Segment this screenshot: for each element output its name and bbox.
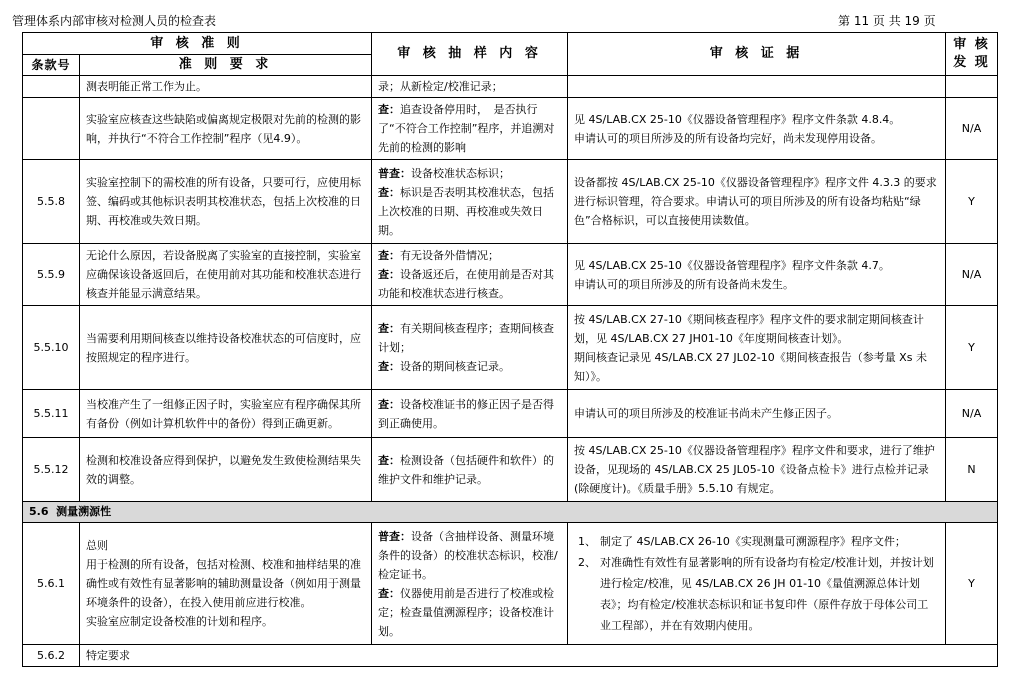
sampling-text: 设备的期间核查记录。 — [400, 360, 511, 373]
evidence-line: 见 4S/LAB.CX 25-10《仪器设备管理程序》程序文件条款 4.8.4。 — [574, 112, 901, 126]
evidence-cell: 按 4S/LAB.CX 25-10《仪器设备管理程序》程序文件和要求，进行了维护设备，见现场的 4S/LAB.CX 25 JL05-10《设备点检卡》进行点检并记录(除硬度计)。《质量手册》5.5.10 有规定。 — [568, 438, 946, 502]
requirement-tail: 实验室应制定设备校准的计划和程序。 — [86, 615, 273, 628]
clause-cell: 5.5.12 — [23, 438, 80, 502]
sampling-text: 设备校准状态标识； — [411, 166, 511, 180]
requirement-cell: 实验室应核查这些缺陷或偏离规定极限对先前的检测的影响，并执行“不符合工作控制”程序（见4.9）。 — [80, 98, 372, 160]
requirement-cell: 无论什么原因，若设备脱离了实验室的直接控制，实验室应确保该设备返回后，在使用前对其功能和校准状态进行核查并能显示满意结果。 — [80, 244, 372, 306]
evidence-cell — [568, 523, 946, 645]
section-number: 5.6 — [29, 505, 49, 518]
sampling-text: 标识是否表明其校准状态，包括上次校准的日期、再校准或失效日期。 — [378, 185, 555, 237]
sampling-keyword: 查： — [378, 360, 401, 373]
finding-cell: Y — [946, 523, 998, 645]
finding-cell: N/A — [946, 98, 998, 160]
sampling-keyword: 查： — [378, 268, 401, 281]
table-row — [23, 438, 998, 502]
sampling-cell — [372, 523, 568, 645]
sampling-text: 有无设备外借情况； — [400, 249, 500, 262]
evidence-cell: 设备都按 4S/LAB.CX 25-10《仪器设备管理程序》程序文件 4.3.3 的要求进行标识管理，符合要求。申请认可的项目所涉及的所有设备均粘贴“绿色”合格标识，可以直接使用读数值。 — [568, 160, 946, 244]
table-row — [23, 244, 998, 306]
evidence-item-text: 对准确性有效性有显著影响的所有设备均有检定/校准计划，并按计划进行检定/校准，见 4S/LAB.CX 26 JH 01-10《量值溯源总体计划表》；均有检定/校准状态标识和证书复印件（原件存放于母体公司工业工程部），并在有效期内使用。 — [600, 556, 934, 632]
finding-column-header: 审 核 发 现 — [946, 33, 998, 76]
evidence-line: 见 4S/LAB.CX 25-10《仪器设备管理程序》程序文件条款 4.7。 — [574, 258, 890, 272]
sampling-keyword: 查： — [378, 586, 401, 600]
sampling-keyword: 普查： — [378, 166, 412, 180]
sampling-text: 仪器使用前是否进行了校准或检定；检查量值溯源程序；设备校准计划。 — [378, 586, 555, 638]
table-row — [23, 306, 998, 390]
sampling-cell — [372, 306, 568, 390]
evidence-item — [574, 531, 939, 552]
sampling-keyword: 查： — [378, 103, 401, 116]
requirement-cell — [80, 523, 372, 645]
table-row — [23, 98, 998, 160]
sampling-text: 设备返还后，在使用前是否对其功能和校准状态进行核查。 — [378, 268, 555, 300]
requirement-column-header: 准 则 要 求 — [80, 55, 372, 76]
evidence-line: 期间核查记录见 4S/LAB.CX 27 JL02-10《期间核查报告（参考量 Xs 未知）》。 — [574, 350, 927, 383]
requirement-cell: 实验室控制下的需校准的所有设备，只要可行，应使用标签、编码或其他标识表明其校准状态，包括上次校准的日期、再校准或失效日期。 — [80, 160, 372, 244]
sampling-text: 检测设备（包括硬件和软件）的维护文件和维护记录。 — [378, 453, 555, 486]
evidence-column-header: 审 核 证 据 — [568, 33, 946, 76]
evidence-line: 申请认可的项目所涉及的所有设备均完好，尚未发现停用设备。 — [574, 131, 883, 145]
sampling-cell — [372, 390, 568, 438]
sampling-keyword: 查： — [378, 249, 401, 262]
sampling-keyword: 查： — [378, 453, 401, 467]
requirement-cell: 特定要求 — [80, 645, 998, 667]
finding-cell: Y — [946, 160, 998, 244]
evidence-cell — [568, 98, 946, 160]
evidence-cell — [568, 244, 946, 306]
evidence-list — [574, 531, 939, 636]
table-row — [23, 160, 998, 244]
sampling-text: 设备校准证书的修正因子是否得到正确使用。 — [378, 397, 555, 430]
evidence-line: 申请认可的项目所涉及的所有设备尚未发生。 — [574, 277, 795, 291]
audit-checklist-table — [22, 32, 998, 667]
evidence-cell — [568, 306, 946, 390]
section-heading — [23, 502, 998, 523]
clause-cell: 5.5.8 — [23, 160, 80, 244]
requirement-body: 用于检测的所有设备，包括对检测、校准和抽样结果的准确性或有效性有显著影响的辅助测量设备（例如用于测量环境条件的设备），在投入使用前应进行校准。 — [86, 558, 361, 609]
evidence-item-number: 2、 — [578, 556, 597, 569]
finding-cell: N/A — [946, 244, 998, 306]
finding-cell: N — [946, 438, 998, 502]
sampling-cell: 录；从新检定/校准记录； — [372, 76, 568, 98]
sampling-keyword: 查： — [378, 185, 401, 199]
clause-cell: 5.5.9 — [23, 244, 80, 306]
sampling-cell — [372, 98, 568, 160]
finding-cell: Y — [946, 306, 998, 390]
evidence-cell — [568, 76, 946, 98]
evidence-item-text: 制定了 4S/LAB.CX 26-10《实现测量可溯源程序》程序文件； — [600, 535, 906, 548]
evidence-item — [574, 552, 939, 636]
requirement-cell: 检测和校准设备应得到保护，以避免发生致使检测结果失效的调整。 — [80, 438, 372, 502]
evidence-line: 按 4S/LAB.CX 27-10《期间核查程序》程序文件的要求制定期间核查计划，见 4S/LAB.CX 27 JH01-10《年度期间核查计划》。 — [574, 312, 924, 345]
sampling-column-header: 审 核 抽 样 内 容 — [372, 33, 568, 76]
table-row — [23, 76, 998, 98]
sampling-keyword: 普查： — [378, 529, 412, 543]
sampling-cell — [372, 244, 568, 306]
table-row — [23, 390, 998, 438]
clause-cell: 5.6.1 — [23, 523, 80, 645]
clause-cell — [23, 76, 80, 98]
section-title: 测量溯源性 — [56, 505, 112, 518]
clause-cell: 5.6.2 — [23, 645, 80, 667]
sampling-cell — [372, 438, 568, 502]
section-row — [23, 502, 998, 523]
sampling-text: 追查设备停用时， 是否执行了“不符合工作控制”程序，并追溯对先前的检测的影响 — [378, 103, 555, 154]
sampling-keyword: 查： — [378, 397, 401, 411]
table-row — [23, 645, 998, 667]
sampling-keyword: 查： — [378, 322, 401, 335]
requirement-cell: 测表明能正常工作为止。 — [80, 76, 372, 98]
clause-cell: 5.5.10 — [23, 306, 80, 390]
evidence-cell: 申请认可的项目所涉及的校准证书尚未产生修正因子。 — [568, 390, 946, 438]
document-title: 管理体系内部审核对检测人员的检查表 — [12, 14, 217, 28]
clause-no-column-header: 条款号 — [23, 55, 80, 76]
requirement-cell: 当需要利用期间核查以维持设备校准状态的可信度时，应按照规定的程序进行。 — [80, 306, 372, 390]
finding-cell: N/A — [946, 390, 998, 438]
criteria-group-header: 审 核 准 则 — [23, 33, 372, 55]
clause-cell: 5.5.11 — [23, 390, 80, 438]
sampling-text: 有关期间核查程序；查期间核查计划； — [378, 322, 555, 354]
clause-cell — [23, 98, 80, 160]
requirement-heading: 总则 — [86, 539, 108, 552]
evidence-item-number: 1、 — [578, 535, 597, 548]
finding-cell — [946, 76, 998, 98]
requirement-cell: 当校准产生了一组修正因子时，实验室应有程序确保其所有备份（例如计算机软件中的备份）得到正确更新。 — [80, 390, 372, 438]
page-number: 第 11 页 共 19 页 — [838, 14, 936, 28]
sampling-cell — [372, 160, 568, 244]
sampling-text: 设备（含抽样设备、测量环境条件的设备）的校准状态标识，校准/检定证书。 — [378, 529, 558, 581]
table-row — [23, 523, 998, 645]
